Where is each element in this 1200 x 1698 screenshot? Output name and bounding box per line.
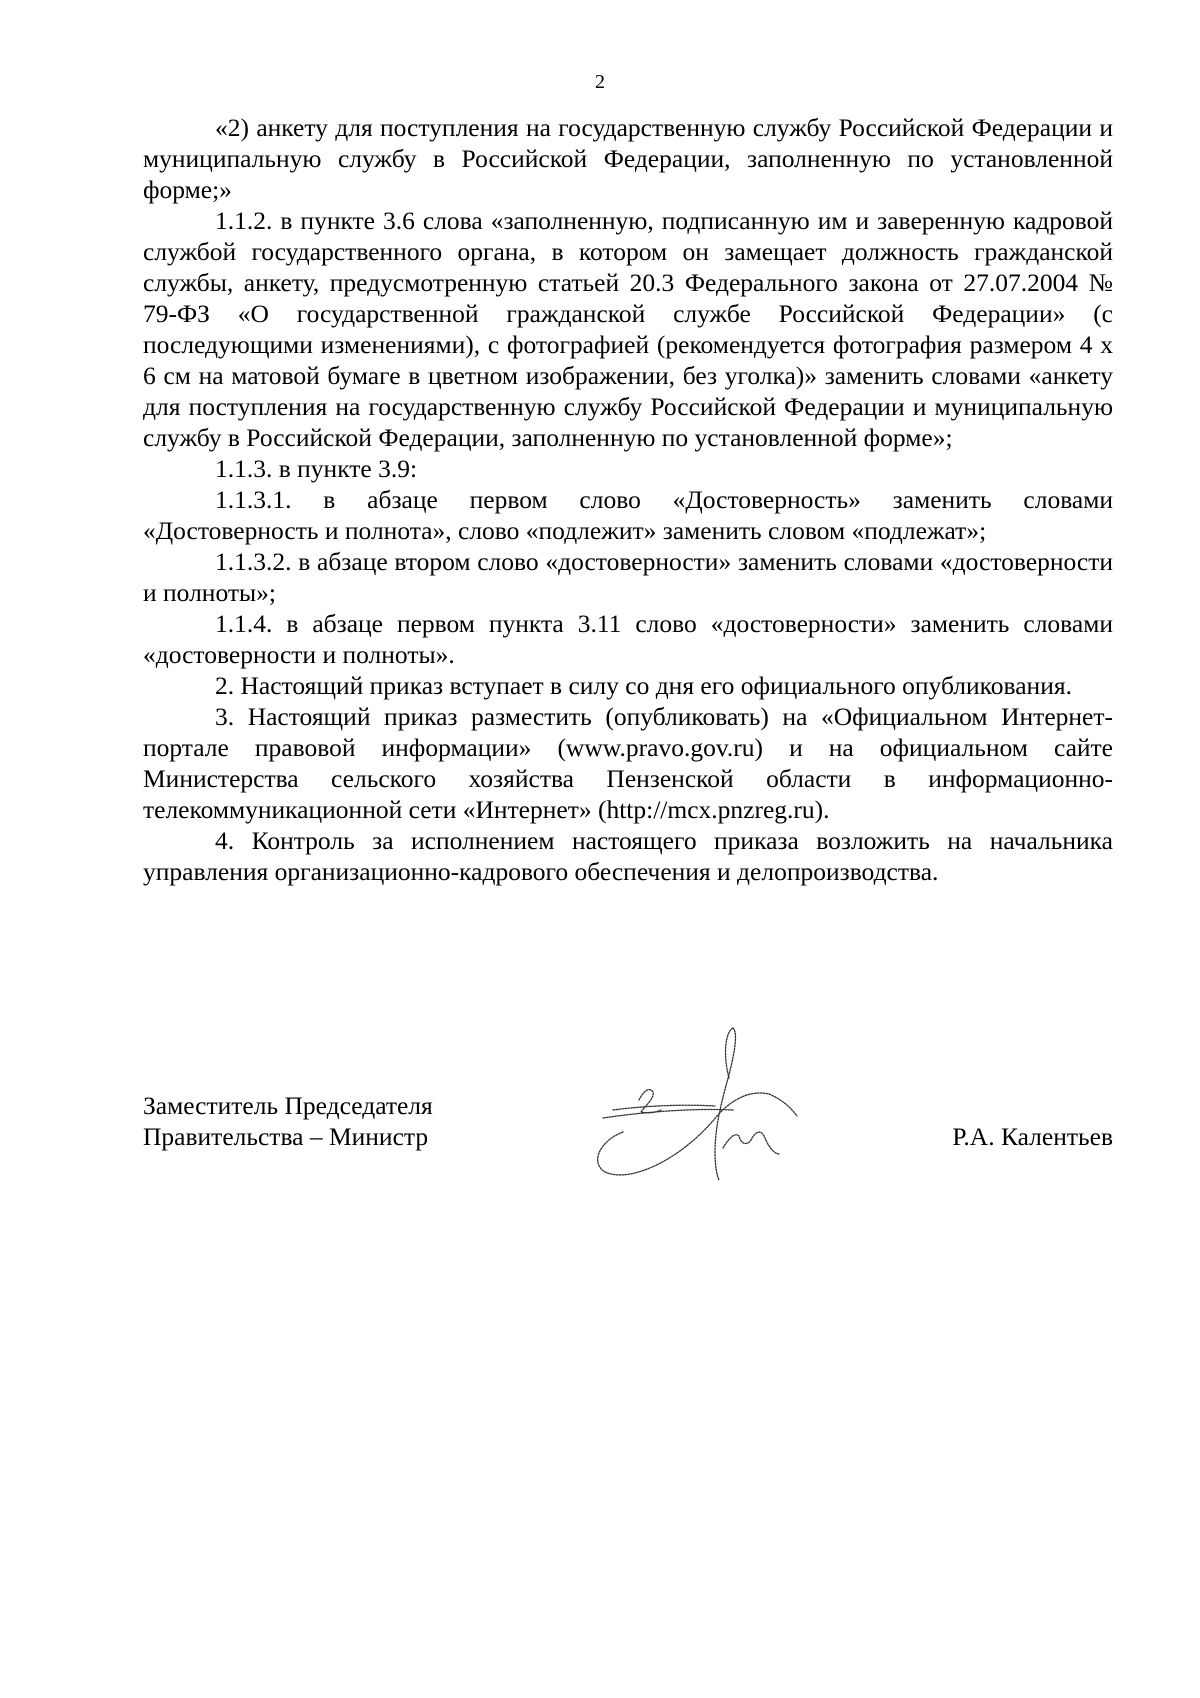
paragraph-item-2-text: «2) анкету для поступления на государственную службу Российской Федерации и муниципальную службу в Российской Федерации, заполненную по установленной форме;» <box>143 113 1113 204</box>
page-number: 2 <box>595 71 605 93</box>
paragraph-4: 4. Контроль за исполнением настоящего приказа возложить на начальника управления организационно-кадрового обеспечения и делопроизводства. <box>143 826 1113 886</box>
signer-title-line-1: Заместитель Председателя <box>143 1091 433 1120</box>
signer-name: Р.А. Калентьев <box>952 1122 1113 1151</box>
paragraph-1-1-2: 1.1.2. в пункте 3.6 слова «заполненную, подписанную им и заверенную кадровой службой государственного органа, в котором он замещает должность гражданской службы, анкету, предусмотренную статьей 20.3 Федерального закона от 27.07.2004 № 79-ФЗ «О государственной гражданской службе Российской Федерации» (с последующими изменениями), с фотографией (рекомендуется фотография размером 4 х 6 см на матовой бумаге в цветном изображении, без уголка)» заменить словами «анкету для поступления на государственную службу Российской Федерации и муниципальную службу в Российской Федерации, заполненную по установленной форме»; <box>143 206 1113 452</box>
handwritten-signature <box>583 1020 823 1190</box>
paragraph-1-1-4: 1.1.4. в абзаце первом пункта 3.11 слово «достоверности» заменить словами «достоверности и полноты». <box>143 609 1113 669</box>
paragraph-1-1-3-1: 1.1.3.1. в абзаце первом слово «Достоверность» заменить словами «Достоверность и полнота», слово «подлежит» заменить словом «подлежат»; <box>143 485 1113 545</box>
paragraph-2: 2. Настоящий приказ вступает в силу со дня его официального опубликования. <box>215 671 1072 700</box>
signature-block <box>143 1090 1113 1200</box>
signer-title <box>143 1090 433 1152</box>
signer-title-line-2: Правительства – Министр <box>143 1122 429 1151</box>
paragraph-3: 3. Настоящий приказ разместить (опубликовать) на «Официальном Интернет-портале правовой информации» (www.pravo.gov.ru) и на официальном сайте Министерства сельского хозяйства Пензенской области в информационно-телекоммуникационной сети «Интернет» (http://mcx.pnzreg.ru). <box>143 702 1113 824</box>
paragraph-1-1-3: 1.1.3. в пункте 3.9: <box>215 454 418 483</box>
paragraph-1-1-3-2: 1.1.3.2. в абзаце втором слово «достоверности» заменить словами «достоверности и полноты»; <box>143 547 1113 607</box>
document-body <box>143 112 1113 887</box>
